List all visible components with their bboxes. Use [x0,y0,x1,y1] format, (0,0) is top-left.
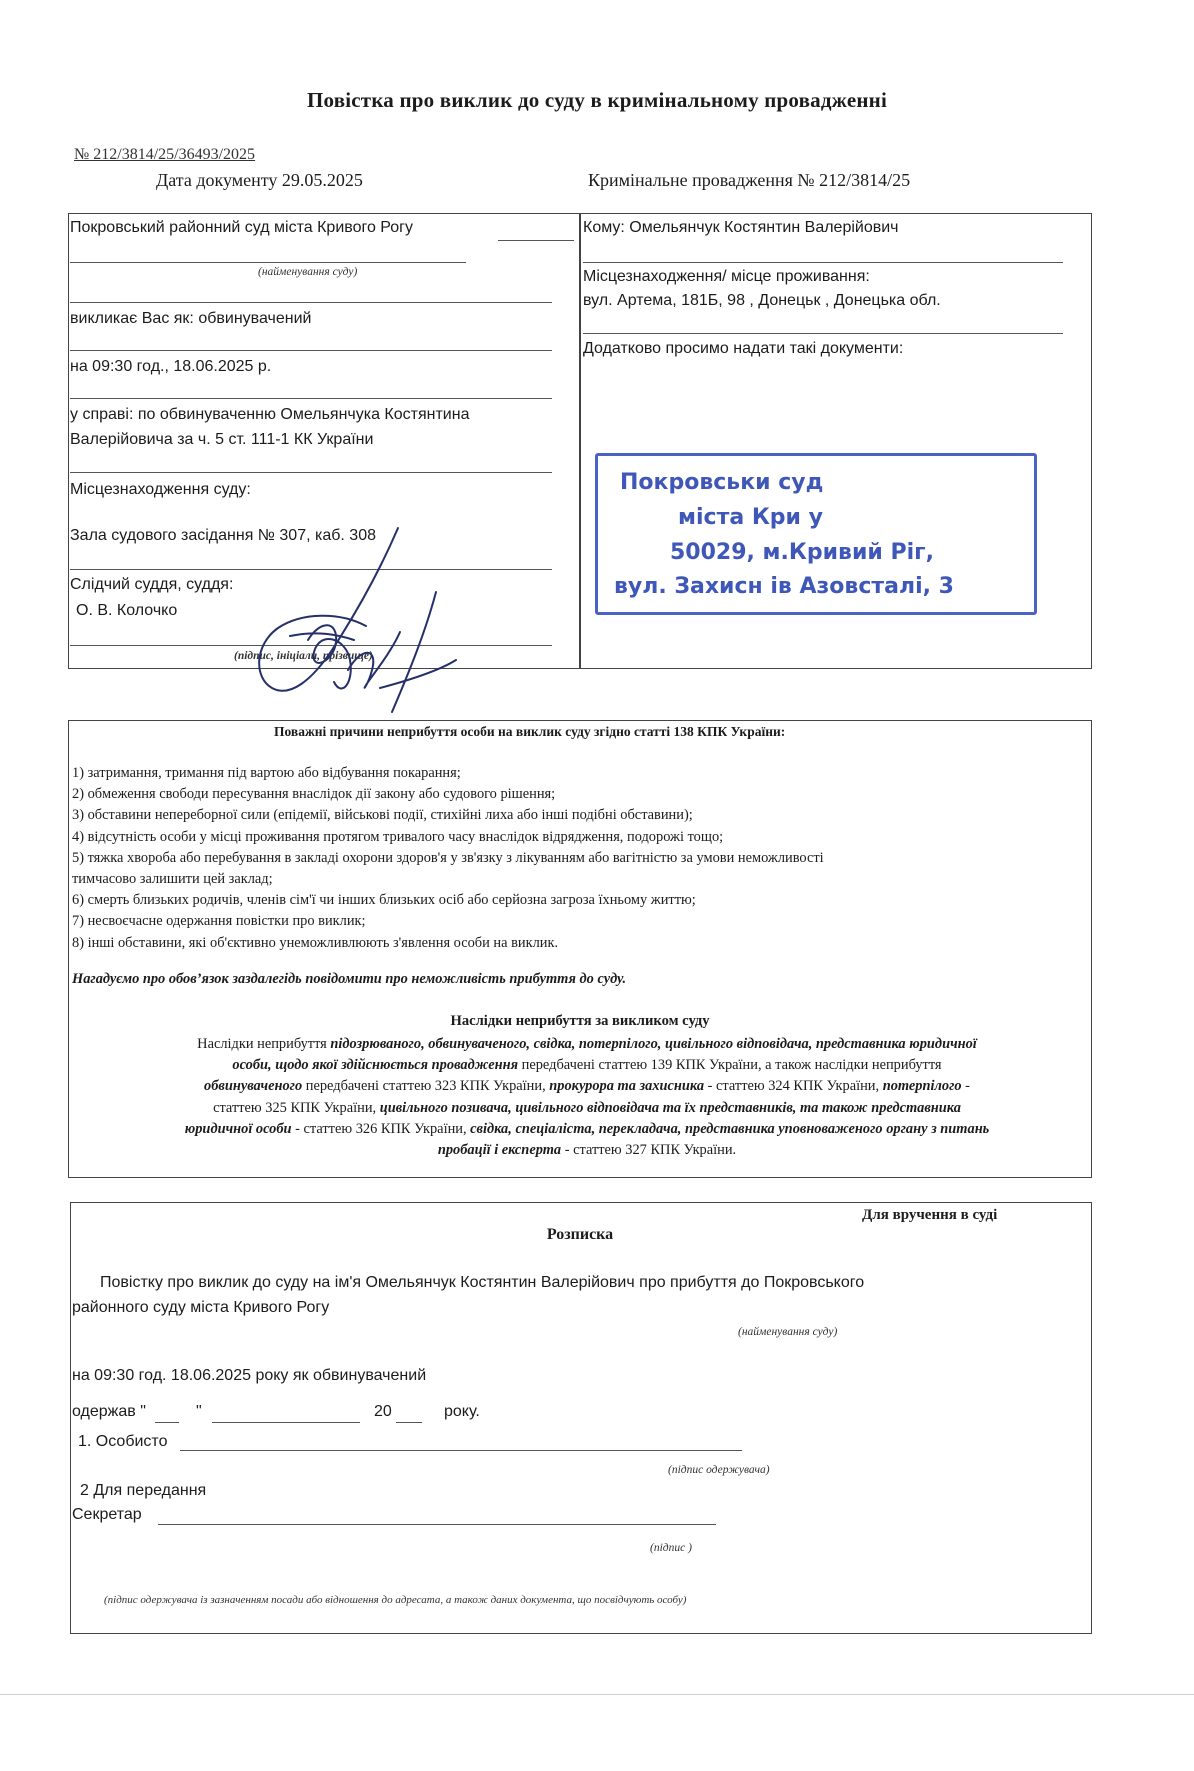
reasons-list [72,763,1102,954]
document-date: Дата документу 29.05.2025 [156,170,363,190]
reason-item: тимчасово залишити цей заклад; [72,871,273,888]
year-prefix: 20 [374,1403,392,1420]
stamp-line4: вул. Захисн ів Азовсталі, 3 [614,574,954,599]
reason-item: 5) тяжка хвороба або перебування в закладі охорони здоров'я у зв'язку з лікуванням або вагітністю за умови неможливості [72,849,824,866]
recipient-signature-caption: (підпис одержувача) [668,1464,770,1476]
residence-value: вул. Артема, 181Б, 98 , Донецьк , Донецька обл. [583,292,941,309]
year-suffix: року. [444,1403,480,1420]
reasons-heading: Поважні причини неприбуття особи на виклик суду згідно статті 138 КПК України: [274,724,786,739]
documents-label: Додатково просимо надати такі документи: [583,340,904,357]
court-name-caption: (найменування суду) [258,266,358,278]
reason-item: 7) несвоєчасне одержання повістки про виклик; [72,913,366,930]
reason-item: 3) обставини непереборної сили (епідемії, військові події, стихійні лиха або інші подібні обставини); [72,807,693,824]
judge-name: О. В. Колочко [76,602,178,619]
judge-signature [250,520,460,720]
consequences-text: Наслідки неприбуття підозрюваного, обвинуваченого, свідка, потерпілого, цивільного відповідача, представника юридичної особи, щодо якої здійснюється провадження передбачені статтею 139 КПК України, а також наслідки неприбуття обвинуваченого передбачені статтею 323 КПК України, прокурора та захисника - статтею 324 КПК України, потерпілого - статтею 325 КПК України, цивільного позивача, цивільного відповідача та їх представників, та також представника юридичної особи - статтею 326 КПК України, свідка, спеціаліста, перекладача, представника уповноваженого органу з питань пробації і експерта - статтею 327 КПК України. [184,1036,990,1159]
summons-role: викликає Вас як: обвинувачений [70,310,312,327]
court-stamp [595,453,1037,615]
delivery-note: Для вручення в суді [862,1207,998,1223]
receipt-hearing: на 09:30 год. 18.06.2025 року як обвинувачений [72,1367,427,1384]
receipt-footer-caption: (підпис одержувача із зазначенням посади або відношення до адресата, а також даних документа, що посвідчують особу) [104,1594,687,1606]
residence-label: Місцезнаходження/ місце проживання: [583,268,870,285]
case-description-line2: Валерійовича за ч. 5 ст. 111-1 КК України [70,431,374,448]
receipt-line2: районного суду міста Кривого Рогу [72,1299,330,1316]
document-number: № 212/3814/25/36493/2025 [74,146,256,163]
reason-item: 4) відсутність особи у місці проживання протягом тривалого часу внаслідок відрядження, подорожі тощо; [72,828,724,845]
case-description-line1: у справі: по обвинуваченню Омельянчука Костянтина [70,406,470,423]
reason-item: 1) затримання, тримання під вартою або відбування покарання; [72,765,461,781]
court-name: Покровський районний суд міста Кривого Рогу [70,219,413,236]
receipt-line1: Повістку про виклик до суду на ім'я Омельянчук Костянтин Валерійович про прибуття до Покровського [100,1274,865,1291]
personally-label: 1. Особисто [78,1433,168,1450]
secretary-signature-caption: (підпис ) [650,1542,692,1554]
secretary-label: Секретар [72,1506,142,1523]
document-title: Повістка про виклик до суду в кримінальному провадженні [307,88,887,112]
consequences-heading: Наслідки неприбуття за викликом суду [450,1013,710,1029]
received-label: одержав " [72,1403,146,1420]
signature-caption: (підпис, ініціали, прізвище) [234,650,373,662]
reason-item: 8) інші обставини, які об'єктивно унеможливлюють з'явлення особи на виклик. [72,934,559,951]
received-quote: " [196,1403,202,1420]
reason-item: 6) смерть близьких родичів, членів сім'ї чи інших близьких осіб або серйозна загроза їхньому життю; [72,892,696,909]
courtroom: Зала судового засідання № 307, каб. 308 [70,527,376,544]
court-location-label: Місцезнаходження суду: [70,481,251,498]
hearing-datetime: на 09:30 год., 18.06.2025 р. [70,358,272,375]
proceeding-number: Кримінальне провадження № 212/3814/25 [588,170,911,190]
stamp-line3: 50029, м.Кривий Ріг, [670,540,934,565]
stamp-line2: міста Кри у [678,505,823,530]
receipt-title: Розписка [546,1226,614,1243]
recipient-name: Кому: Омельянчук Костянтин Валерійович [583,219,899,236]
reminder-note: Нагадуємо про обов’язок заздалегідь повідомити про неможливість прибуття до суду. [72,971,627,987]
for-transfer-label: 2 Для передання [80,1482,207,1499]
reason-item: 2) обмеження свободи пересування внаслідок дії закону або судового рішення; [72,786,556,803]
judge-label: Слідчий суддя, суддя: [70,576,234,593]
receipt-court-caption: (найменування суду) [738,1326,838,1338]
receipt-box [70,1202,1092,1634]
stamp-line1: Покровськи суд [620,470,824,495]
